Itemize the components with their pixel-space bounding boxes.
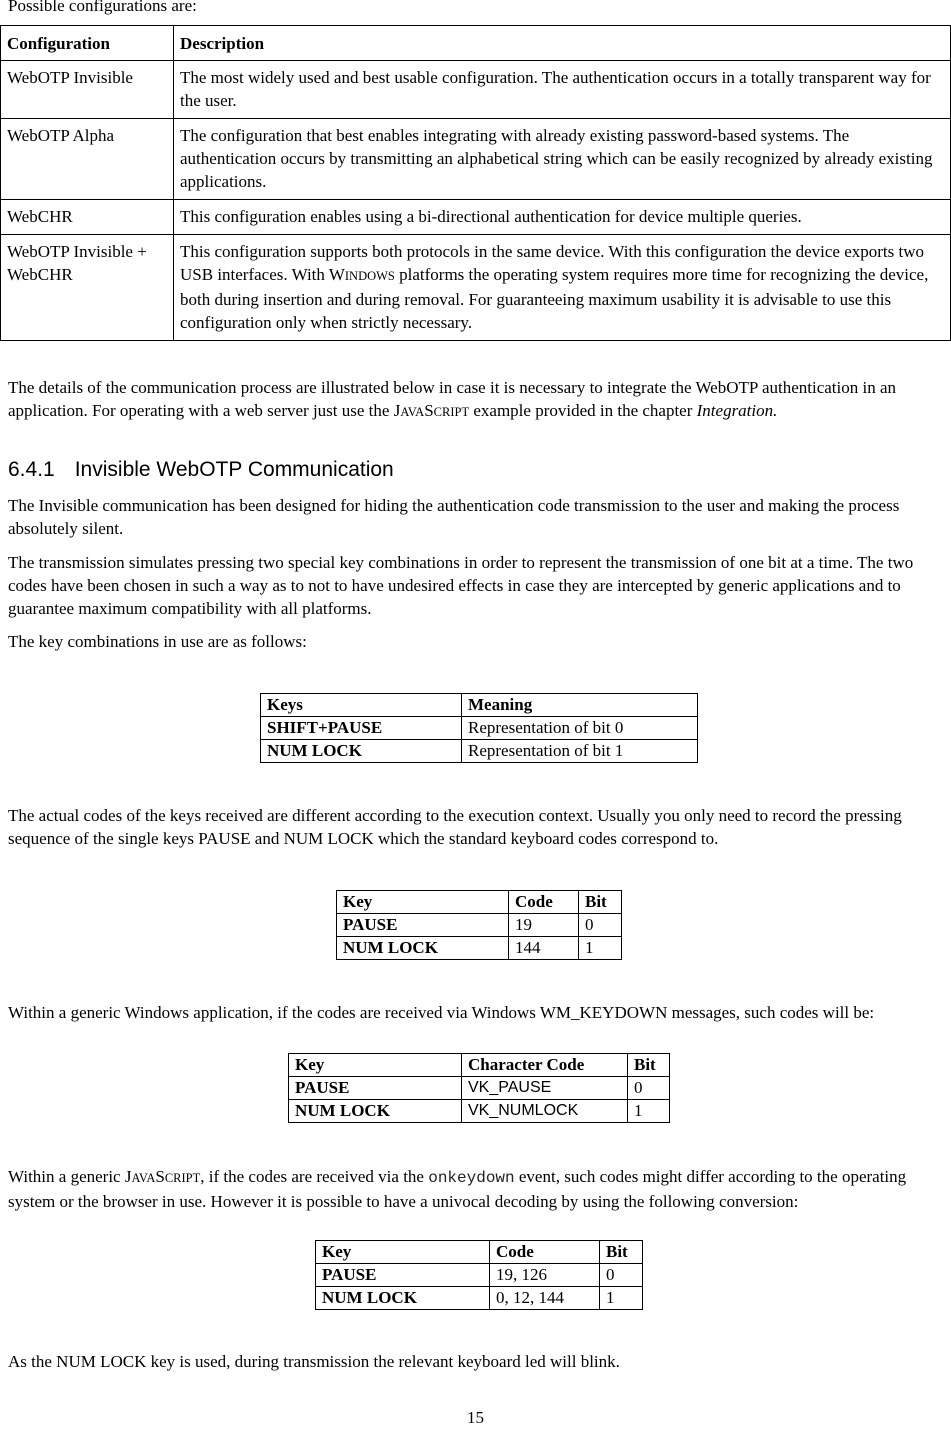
codes-table	[336, 890, 622, 960]
keys-table	[260, 693, 698, 763]
column-header: Description	[174, 26, 951, 61]
paragraph-5: Within a generic Windows application, if the codes are received via Windows WM_KEYDOWN messages, such codes will be:	[8, 1003, 875, 1022]
table-header-row	[316, 1241, 643, 1264]
table-row	[1, 61, 951, 119]
paragraph-6: Within a generic JAVASCRIPT, if the codes are received via the onkeydown event, such codes might differ according to the operating system or the browser in use. However it is possible to have a univocal decoding by using the following conversion:	[8, 1167, 907, 1211]
table-row	[1, 200, 951, 235]
column-header: Meaning	[462, 694, 698, 717]
windows-codes-table	[288, 1053, 670, 1123]
character-code-cell: VK_NUMLOCK	[462, 1100, 628, 1123]
paragraph-4: The actual codes of the keys received are different according to the execution context. Usually you only need to record the pressing sequence of the single keys PAUSE and NUM LOCK which the standard keyboard codes correspond to.	[8, 806, 902, 848]
bit-cell: 0	[600, 1264, 643, 1287]
table-row	[316, 1287, 643, 1310]
page-number: 15	[467, 1408, 484, 1427]
javascript-codes-table	[315, 1240, 643, 1310]
column-header: Code	[509, 891, 579, 914]
column-header: Code	[490, 1241, 600, 1264]
config-description: The configuration that best enables integrating with already existing password-based systems. The authentication occurs by transmitting an alphabetical string which can be easily recognized by already existing applications.	[174, 119, 951, 200]
section-number: 6.4.1	[8, 458, 55, 481]
config-name: WebOTP Invisible	[1, 61, 174, 119]
column-header: Bit	[579, 891, 622, 914]
table-row	[261, 740, 698, 763]
table-row	[316, 1264, 643, 1287]
key-cell: SHIFT+PAUSE	[261, 717, 462, 740]
bit-cell: 0	[579, 914, 622, 937]
column-header: Keys	[261, 694, 462, 717]
section-title: Invisible WebOTP Communication	[74, 458, 394, 481]
table-header-row	[289, 1054, 670, 1077]
column-header: Bit	[628, 1054, 670, 1077]
bit-cell: 1	[628, 1100, 670, 1123]
key-cell: NUM LOCK	[261, 740, 462, 763]
column-header: Key	[316, 1241, 490, 1264]
column-header: Bit	[600, 1241, 643, 1264]
config-name: WebCHR	[1, 200, 174, 235]
key-cell: PAUSE	[337, 914, 509, 937]
table-header-row	[337, 891, 622, 914]
key-cell: NUM LOCK	[316, 1287, 490, 1310]
column-header: Character Code	[462, 1054, 628, 1077]
config-description: This configuration enables using a bi-directional authentication for device multiple queries.	[174, 200, 951, 235]
code-cell: 19, 126	[490, 1264, 600, 1287]
character-code-cell: VK_PAUSE	[462, 1077, 628, 1100]
key-cell: NUM LOCK	[289, 1100, 462, 1123]
key-cell: NUM LOCK	[337, 937, 509, 960]
meaning-cell: Representation of bit 1	[462, 740, 698, 763]
paragraph-1: The Invisible communication has been designed for hiding the authentication code transmission to the user and making the process absolutely silent.	[8, 496, 900, 538]
key-cell: PAUSE	[316, 1264, 490, 1287]
intro-text: Possible configurations are:	[8, 0, 197, 15]
bit-cell: 1	[600, 1287, 643, 1310]
config-description: This configuration supports both protocols in the same device. With this configuration the device exports two USB interfaces. With WINDOWS platforms the operating system requires more time for recognizing the device, both during insertion and during removal. For guaranteeing maximum usability it is advisable to use this configuration only when strictly necessary.	[174, 235, 951, 341]
config-name: WebOTP Alpha	[1, 119, 174, 200]
table-row	[289, 1077, 670, 1100]
configuration-table	[0, 25, 951, 341]
code-cell: 144	[509, 937, 579, 960]
table-row	[289, 1100, 670, 1123]
table-row	[1, 235, 951, 341]
paragraph-2: The transmission simulates pressing two special key combinations in order to represent the transmission of one bit at a time. The two codes have been chosen in such a way as to not to have undesired effects in case they are intercepted by generic applications and to guarantee maximum compatibility with all platforms.	[8, 553, 914, 618]
table-header-row	[261, 694, 698, 717]
code-cell: 0, 12, 144	[490, 1287, 600, 1310]
paragraph-7: As the NUM LOCK key is used, during transmission the relevant keyboard led will blink.	[8, 1352, 620, 1371]
table-row	[1, 119, 951, 200]
table-header-row	[1, 26, 951, 61]
table-row	[337, 914, 622, 937]
code-cell: 19	[509, 914, 579, 937]
code-onkeydown: onkeydown	[428, 1169, 515, 1187]
paragraph-3: The key combinations in use are as follows:	[8, 632, 307, 651]
config-name: WebOTP Invisible + WebCHR	[1, 235, 174, 341]
integration-link[interactable]: Integration.	[696, 401, 778, 420]
section-heading	[8, 457, 394, 483]
config-description: The most widely used and best usable configuration. The authentication occurs in a totally transparent way for the user.	[174, 61, 951, 119]
table-row	[261, 717, 698, 740]
meaning-cell: Representation of bit 0	[462, 717, 698, 740]
key-cell: PAUSE	[289, 1077, 462, 1100]
column-header: Configuration	[1, 26, 174, 61]
details-paragraph: The details of the communication process are illustrated below in case it is necessary to integrate the WebOTP authentication in an application. For operating with a web server just use the JAVASCRIPT example provided in the chapter Integration.	[8, 378, 897, 420]
column-header: Key	[337, 891, 509, 914]
column-header: Key	[289, 1054, 462, 1077]
bit-cell: 1	[579, 937, 622, 960]
bit-cell: 0	[628, 1077, 670, 1100]
table-row	[337, 937, 622, 960]
